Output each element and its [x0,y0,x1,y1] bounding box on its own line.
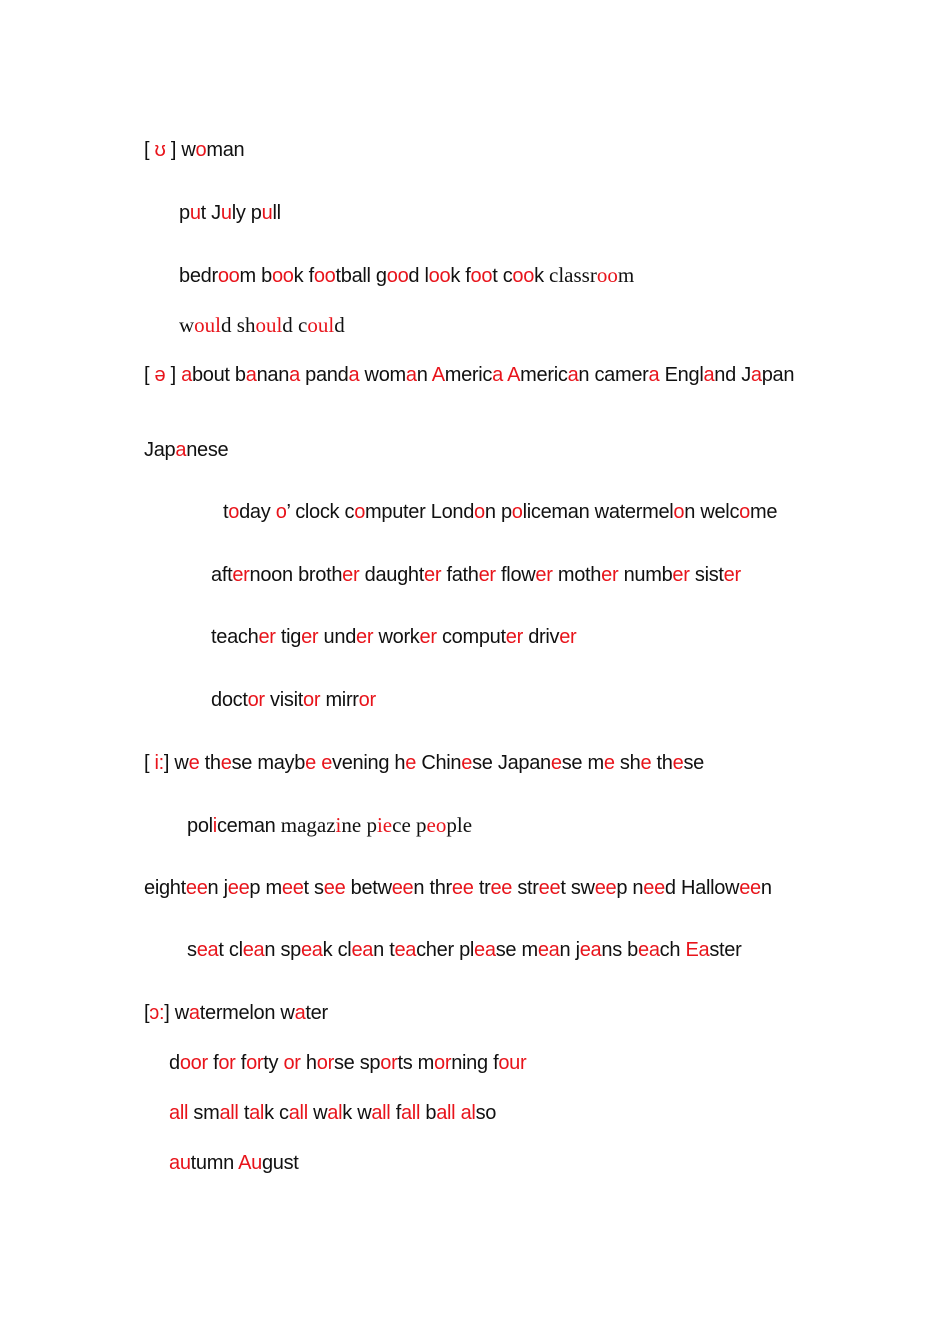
word-text: Chin [416,752,462,774]
word-text: ster [709,939,742,961]
highlighted-letters: or [358,689,376,711]
word-text: nd J [714,364,751,386]
highlighted-letters: o [275,501,287,523]
word-text: k f [293,265,314,287]
word-text: nan [256,364,290,386]
highlighted-letters: er [258,626,276,648]
word-text: n p [484,501,512,523]
word-text: n thr [413,877,452,899]
highlighted-letters: ee [451,877,474,899]
word-text: sh [614,752,641,774]
highlighted-letters: oo [428,265,451,287]
word-text: [ [144,364,155,386]
highlighted-letters: al [327,1102,343,1124]
word-text: mputer Lond [365,501,475,523]
highlighted-letters: oo [596,263,618,287]
phonics-line-u-examples [179,200,281,226]
word-text: f [390,1102,401,1124]
highlighted-letters: ea [638,939,660,961]
highlighted-letters: e [188,752,200,774]
word-text: work [373,626,420,648]
highlighted-letters: a [750,364,762,386]
word-text: ] w [165,139,196,161]
highlighted-letters: er [723,564,741,586]
highlighted-letters: o [228,501,240,523]
highlighted-letters: all [169,1102,189,1124]
word-text: ] [165,364,182,386]
word-text: noon broth [249,564,343,586]
word-text: f [235,1052,247,1074]
phonics-line-open-o-or [169,1050,526,1076]
word-text: classr [549,263,597,287]
highlighted-letters: or [380,1052,398,1074]
word-text: ’ clock c [286,501,355,523]
highlighted-letters: er [672,564,690,586]
highlighted-letters: e [461,752,473,774]
word-text: [ [144,752,155,774]
word-text: m [617,263,635,287]
highlighted-letters: ea [242,939,265,961]
word-text: so [475,1102,497,1124]
highlighted-letters: or [303,689,321,711]
word-text: ter [305,1002,328,1024]
highlighted-letters: e [640,752,652,774]
highlighted-letters: o [474,501,485,523]
word-text: ty [263,1052,284,1074]
highlighted-letters: er [232,564,250,586]
highlighted-letters: er [424,564,442,586]
word-text: teach [211,626,259,648]
highlighted-letters: oo [313,265,336,287]
word-text: mirr [320,689,359,711]
highlighted-letters: ʊ [154,139,166,161]
word-text: bout b [191,364,246,386]
word-text: se [683,752,704,774]
word-text: p [179,202,190,224]
highlighted-letters: a [245,364,257,386]
word-text: ch [659,939,686,961]
highlighted-letters: o [673,501,685,523]
word-text: d [334,313,345,337]
phonics-line-open-o [144,1000,328,1026]
highlighted-letters: i [212,815,217,837]
highlighted-letters: eo [426,813,447,837]
word-text: n [416,364,432,386]
highlighted-letters: ea [196,939,219,961]
highlighted-letters: er [535,564,553,586]
word-text: nese [186,439,229,461]
word-text: ts m [397,1052,435,1074]
highlighted-letters: i [335,813,342,837]
word-text: n j [207,877,228,899]
highlighted-letters: u [189,202,201,224]
word-text: h [300,1052,317,1074]
phonics-line-schwa-cont [144,437,228,463]
word-text: Engl [659,364,704,386]
word-text: t [223,501,229,523]
word-text: d Hallow [664,877,740,899]
highlighted-letters: ea [537,939,560,961]
word-text: se sp [333,1052,381,1074]
word-text: p n [616,877,644,899]
highlighted-letters: o [195,139,207,161]
highlighted-letters: oul [255,313,283,337]
highlighted-letters: ee [281,877,304,899]
word-text: termelon w [199,1002,295,1024]
word-text: str [512,877,539,899]
phonics-line-open-o-au [169,1150,299,1176]
word-text: cher pl [416,939,475,961]
word-text: liceman watermel [522,501,674,523]
word-text: flow [495,564,536,586]
word-text: w [179,313,195,337]
word-text: f [207,1052,219,1074]
phonics-line-oo-examples [179,262,634,289]
phonics-line-long-i-ee [144,875,772,901]
highlighted-letters: er [342,564,360,586]
highlighted-letters: e [672,752,684,774]
word-text: m b [239,265,272,287]
phonics-line-oul-examples [179,312,345,338]
highlighted-letters: A [431,364,445,386]
word-text: pol [187,815,213,837]
word-text: t c [492,265,513,287]
highlighted-letters: e [321,752,333,774]
word-text: sm [188,1102,220,1124]
highlighted-letters: a [175,439,187,461]
highlighted-letters: or [246,1052,264,1074]
highlighted-letters: all [219,1102,239,1124]
highlighted-letters: a [703,364,715,386]
word-text: numb [618,564,673,586]
highlighted-letters: Au [238,1152,262,1174]
word-text: ple [446,813,473,837]
word-text: comput [436,626,506,648]
word-text: k f [450,265,471,287]
highlighted-letters: ea [394,939,417,961]
word-text: s [187,939,197,961]
word-text: n welc [684,501,740,523]
word-text: betw [345,877,392,899]
word-text: ] w [163,752,189,774]
highlighted-letters: e [220,752,232,774]
highlighted-letters: a [181,364,192,386]
word-text: driv [522,626,560,648]
highlighted-letters: or [247,689,265,711]
word-text: th [651,752,673,774]
highlighted-letters: o [354,501,366,523]
highlighted-letters: oo [512,265,535,287]
highlighted-letters: i: [154,752,164,774]
word-text: tr [473,877,491,899]
highlighted-letters: a [294,1002,306,1024]
highlighted-letters: e [305,752,316,774]
highlighted-letters: au [169,1152,191,1174]
highlighted-letters: or [316,1052,334,1074]
highlighted-letters: all [400,1102,421,1124]
phonics-line-schwa-er-1 [211,562,741,588]
word-text: t s [303,877,324,899]
highlighted-letters: all [371,1102,391,1124]
phonics-line-long-i-ea [187,937,741,963]
word-text: d sh [221,313,256,337]
highlighted-letters: u [220,202,232,224]
phonics-line-schwa-or [211,687,376,713]
word-text: ns b [601,939,638,961]
highlighted-letters: al [460,1102,476,1124]
word-text: ce p [392,813,427,837]
highlighted-letters: a [567,364,579,386]
highlighted-letters: ee [227,877,250,899]
word-text: meric [444,364,493,386]
highlighted-letters: o [511,501,523,523]
phonics-line-open-o-al [169,1100,496,1126]
highlighted-letters: A [507,364,521,386]
highlighted-letters: ee [323,877,346,899]
word-text: vening h [332,752,406,774]
phonics-line-long-i [144,750,704,776]
word-text: fath [441,564,479,586]
word-text: tball g [335,265,387,287]
word-text: magaz [280,813,336,837]
word-text: eight [144,877,186,899]
word-text: tumn [190,1152,239,1174]
word-text: d l [408,265,429,287]
word-text: ll [272,202,281,224]
highlighted-letters: ie [376,813,393,837]
word-text: meric [520,364,568,386]
highlighted-letters: ea [351,939,374,961]
highlighted-letters: ɔ: [149,1002,165,1024]
phonics-line-schwa [144,362,794,388]
word-text: t J [200,202,221,224]
highlighted-letters: o [739,501,750,523]
word-text: [ [144,1002,150,1024]
word-text: ly p [231,202,262,224]
highlighted-letters: er [559,626,577,648]
highlighted-letters: or [218,1052,236,1074]
highlighted-letters: ee [185,877,208,899]
highlighted-letters: oo [470,265,493,287]
word-text: n sp [264,939,301,961]
highlighted-letters: ea [474,939,496,961]
highlighted-letters: e [550,752,562,774]
word-text: se mayb [231,752,306,774]
highlighted-letters: Ea [685,939,710,961]
word-text: t cl [218,939,243,961]
highlighted-letters: oul [307,313,335,337]
word-text: n [760,877,772,899]
highlighted-letters: ee [643,877,665,899]
word-text: [ [144,139,155,161]
highlighted-letters: all [436,1102,456,1124]
word-text: n j [559,939,580,961]
word-text: bedr [179,265,218,287]
highlighted-letters: e [603,752,615,774]
word-text: t [238,1102,250,1124]
word-text: visit [264,689,303,711]
word-text: day [239,501,276,523]
word-text: tig [275,626,302,648]
highlighted-letters: ea [300,939,323,961]
word-text: doct [211,689,248,711]
word-text: w [307,1102,328,1124]
word-text: me [749,501,778,523]
word-text: ne p [341,813,377,837]
word-text: Jap [144,439,176,461]
word-text: moth [552,564,602,586]
highlighted-letters: a [648,364,660,386]
highlighted-letters: ee [391,877,414,899]
highlighted-letters: oo [217,265,240,287]
highlighted-letters: er [356,626,374,648]
highlighted-letters: a [188,1002,200,1024]
word-text: k cl [322,939,352,961]
word-text: d [169,1052,180,1074]
highlighted-letters: ə [154,364,166,386]
highlighted-letters: oul [194,313,222,337]
word-text: ning f [451,1052,499,1074]
word-text: p m [249,877,282,899]
word-text: th [199,752,221,774]
word-text: k w [342,1102,372,1124]
highlighted-letters: ee [538,877,561,899]
word-text: n t [373,939,395,961]
highlighted-letters: or [434,1052,452,1074]
word-text: k c [264,1102,289,1124]
highlighted-letters: e [405,752,417,774]
highlighted-letters: a [348,364,360,386]
word-text: b [420,1102,437,1124]
word-text: pan [761,364,795,386]
word-text: se Japan [472,752,551,774]
highlighted-letters: a [289,364,300,386]
highlighted-letters: or [283,1052,301,1074]
phonics-line-long-i-i [187,812,472,839]
word-text: man [206,139,245,161]
highlighted-letters: al [249,1102,265,1124]
highlighted-letters: our [498,1052,527,1074]
highlighted-letters: ea [579,939,602,961]
word-text: ] w [164,1002,189,1024]
word-text: k [534,265,550,287]
highlighted-letters: ee [490,877,513,899]
word-text: gust [261,1152,299,1174]
word-text: d c [282,313,308,337]
word-text: daught [359,564,424,586]
highlighted-letters: er [301,626,319,648]
highlighted-letters: er [601,564,619,586]
word-text: wom [359,364,406,386]
highlighted-letters: a [492,364,503,386]
highlighted-letters: oor [179,1052,208,1074]
word-text: se m [561,752,604,774]
highlighted-letters: ee [594,877,617,899]
word-text: t sw [560,877,595,899]
highlighted-letters: u [261,202,273,224]
highlighted-letters: oo [271,265,294,287]
word-text: und [318,626,357,648]
phonics-line-schwa-er-2 [211,624,576,650]
highlighted-letters: ee [739,877,761,899]
highlighted-letters: er [419,626,437,648]
word-text: pand [299,364,349,386]
highlighted-letters: a [405,364,417,386]
highlighted-letters: all [288,1102,308,1124]
highlighted-letters: er [505,626,523,648]
word-text: ceman [216,815,281,837]
word-text: sist [689,564,724,586]
word-text: aft [211,564,233,586]
highlighted-letters: er [478,564,496,586]
word-text: n camer [578,364,649,386]
phonics-line-schwa-o [223,499,777,525]
phonics-line-u-short [144,137,244,163]
highlighted-letters: oo [386,265,409,287]
word-text: se m [495,939,538,961]
